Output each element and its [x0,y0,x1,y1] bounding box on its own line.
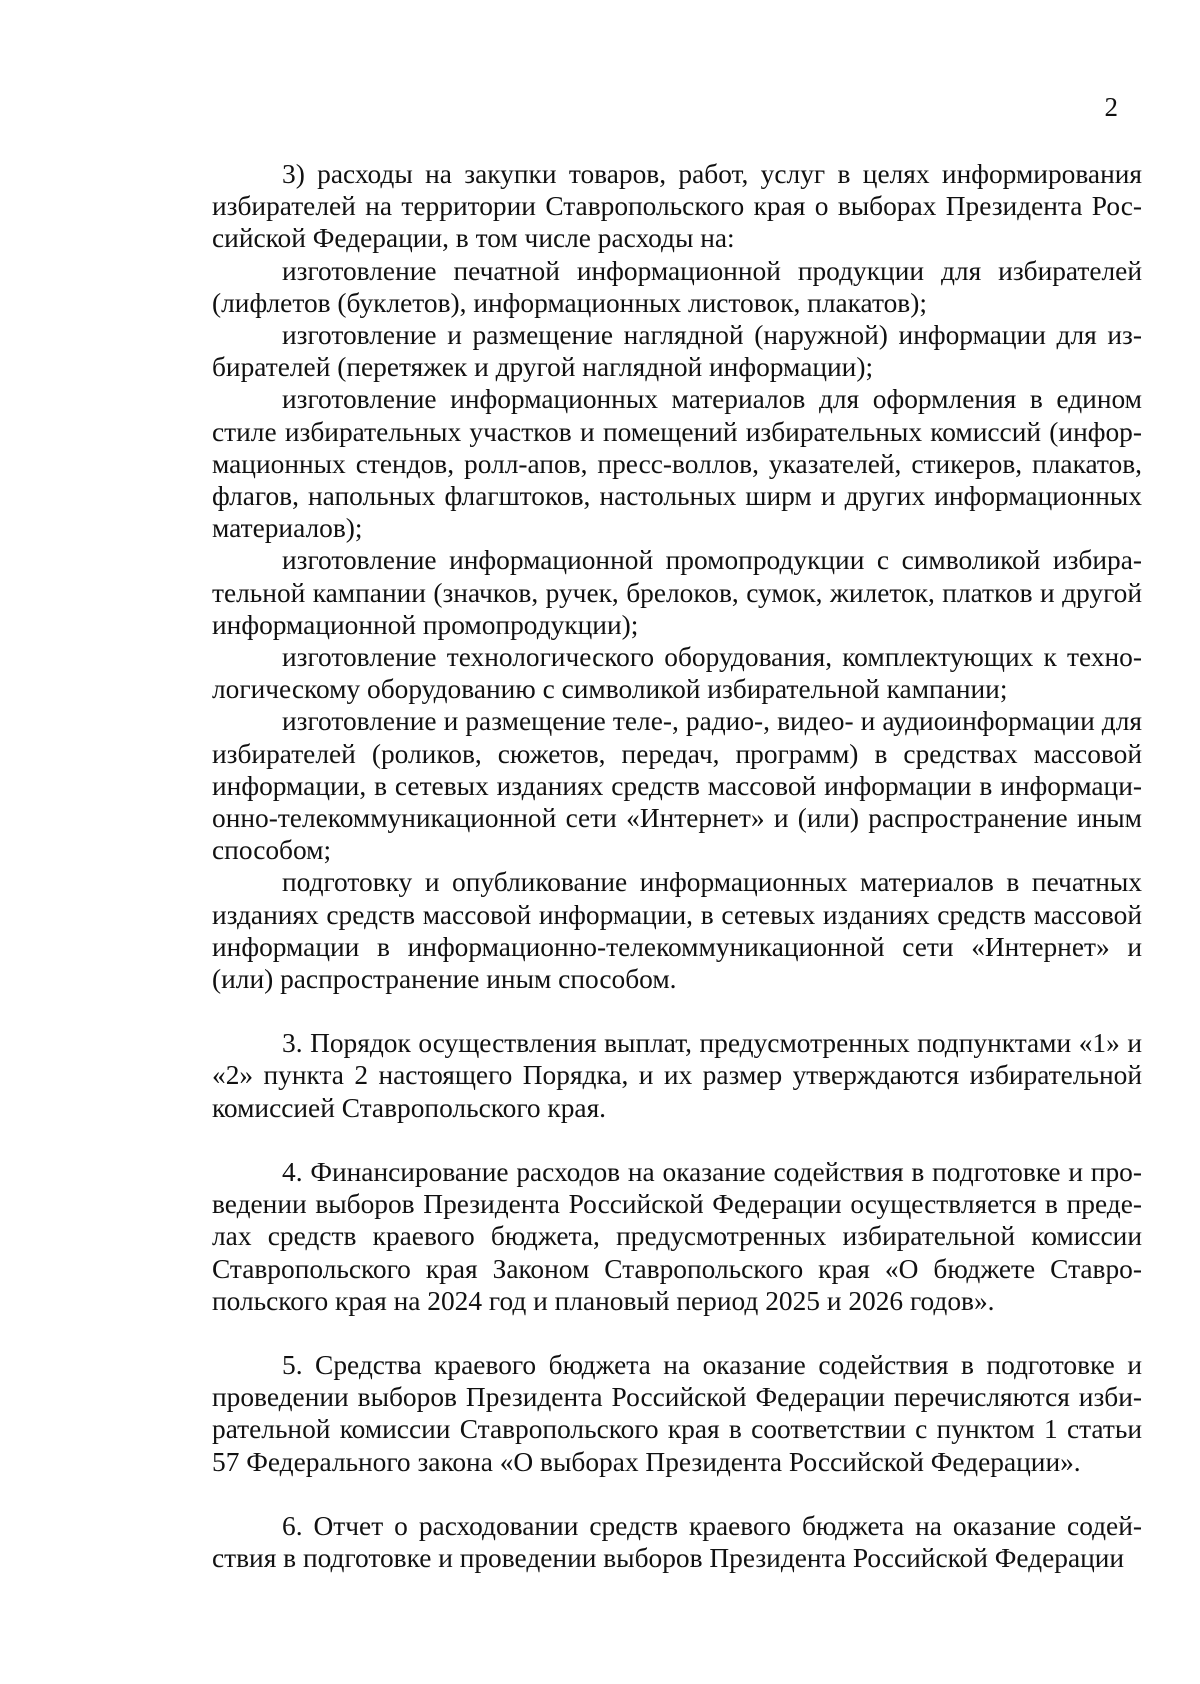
item-3-subitem-publication-materials: подготовку и опубликование информационных материалов в печатных изданиях средств массовой информации, в сетевых изданиях средств массовой информации в информационно-телекоммуникационной сети «Интернет» и (или) распространение иным способом. [212,867,1142,995]
item-3-subitem-outdoor-information: изготовление и размещение наглядной (наружной) информации для избирателей (перетяжек и другой наглядной информации); [212,320,1142,383]
document-body [212,158,1142,1574]
section-5-paragraph: 5. Средства краевого бюджета на оказание содействия в подготовке и проведении выборов Президента Российской Федерации перечисляются избирательной комиссии Ставропольского края в соответствии с пунктом 1 статьи 57 Федерального закона «О выборах Президента Российской Федерации». [212,1349,1142,1477]
section-6-paragraph: 6. Отчет о расходовании средств краевого бюджета на оказание содействия в подготовке и проведении выборов Президента Российской Федерации [212,1510,1142,1573]
item-3-lead: 3) расходы на закупки товаров, работ, услуг в целях информирования избирателей на территории Ставропольского края о выборах Президента Российской Федерации, в том числе расходы на: [212,159,1142,254]
item-3-subitem-media-information: изготовление и размещение теле-, радио-, видео- и аудиоинформации для избирателей (роликов, сюжетов, передач, программ) в средствах массовой информации, в сетевых изданиях средств массовой информации в информационно-телекоммуникационной сети «Интернет» и (или) распространение иным способом; [212,706,1142,866]
item-3-subitem-polling-station-materials: изготовление информационных материалов для оформления в едином стиле избирательных участков и помещений избирательных комиссий (информационных стендов, ролл-апов, пресс-воллов, указателей, стикеров, плакатов, флагов, напольных флагштоков, настольных ширм и других информационных материалов); [212,384,1142,544]
item-3-subitem-promo-products: изготовление информационной промопродукции с символикой избирательной кампании (значков, ручек, брелоков, сумок, жилеток, платков и другой информационной промопродукции); [212,545,1142,640]
page-number: 2 [1104,92,1118,122]
section-4-paragraph: 4. Финансирование расходов на оказание содействия в подготовке и проведении выборов Президента Российской Федерации осуществляется в пределах средств краевого бюджета, предусмотренных избирательной комиссии Ставропольского края Законом Ставропольского края «О бюджете Ставропольского края на 2024 год и плановый период 2025 и 2026 годов». [212,1156,1142,1316]
item-3-subitem-printed-products: изготовление печатной информационной продукции для избирателей (лифлетов (буклетов), информационных листовок, плакатов); [212,255,1142,318]
section-3-paragraph: 3. Порядок осуществления выплат, предусмотренных подпунктами «1» и «2» пункта 2 настоящего Порядка, и их размер утверждаются избирательной комиссией Ставропольского края. [212,1028,1142,1123]
item-3-subitem-technological-equipment: изготовление технологического оборудования, комплектующих к технологическому оборудованию с символикой избирательной кампании; [212,642,1142,705]
